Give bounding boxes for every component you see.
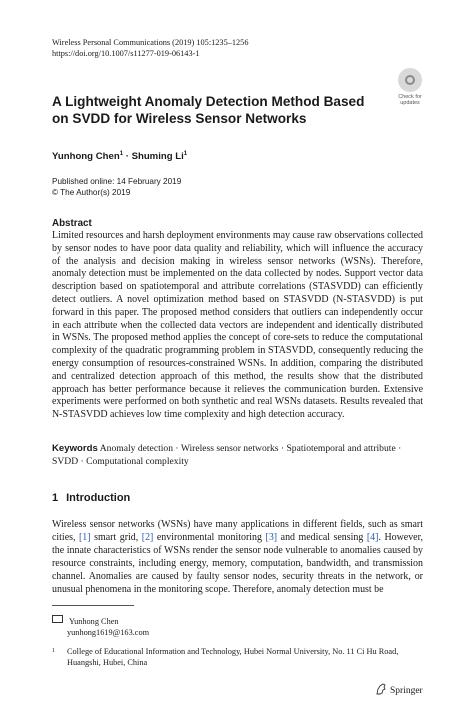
publication-info — [52, 176, 181, 198]
paper-title: A Lightweight Anomaly Detection Method Based on SVDD for Wireless Sensor Networks — [52, 94, 365, 126]
abstract-text: Limited resources and harsh deployment environments may cause raw observations collected by sensor nodes to have poor data quality and reliability, which will influence the accuracy of the analysis and decision making in wireless sensor networks (WSNs). Therefore, anomaly detection must be implemented on the data collected by nodes. Support vector data description based on spatiotemporal and attribute correlations (STASVDD) can efficiently detect outliers. A novel optimization method based on STASVDD (N-STASVDD) is put forward in this paper. The proposed method considers that outliers can independently occur in each attribute when the collected data vectors are independent and identically distributed in WSNs. The proposed method applies the concept of core-sets to reduce the computational complexity of the quadratic programming problem in STASVDD, consequently reducing the energy consumption of resources-constrained WSNs. In addition, comparing the distributed and centralized detection approach of this method, the results show that the distributed approach has better performance because it relieves the communication burden. Extensive experiments were performed on both synthetic and real WSNs datasets. Results revealed that N-STASVDD achieves low time complexity and high detection accuracy. — [52, 230, 423, 421]
abstract-heading: Abstract — [52, 218, 92, 229]
contact-name: Yunhong Chen — [69, 617, 119, 626]
journal-doi[interactable]: https://doi.org/10.1007/s11277-019-06143-1 — [52, 49, 200, 58]
contact-email[interactable]: yunhong1619@163.com — [67, 628, 150, 637]
keywords-text: Anomaly detection · Wireless sensor networks · Spatiotemporal and attribute · SVDD · Computational complexity — [52, 443, 402, 467]
section-number: 1 — [52, 492, 59, 504]
footnote-divider — [52, 605, 134, 606]
citation-link-2[interactable]: [2] — [141, 532, 154, 543]
author-2: Shuming Li — [131, 151, 184, 163]
affiliation-text: College of Educational Information and Technology, Hubei Normal University, No. 11 Ci Hu Road, Huangshi, Hubei, China — [67, 647, 399, 667]
publisher-name: Springer — [390, 686, 423, 696]
check-for-updates-badge[interactable] — [393, 68, 427, 108]
intro-text: environmental monitoring — [153, 532, 266, 543]
intro-text: Wireless sensor networks (WSNs) have many applications in different fields, such as smart cities, — [52, 519, 423, 543]
author-1: Yunhong Chen — [52, 151, 120, 163]
author-2-mark: 1 — [183, 151, 188, 157]
badge-line1: Check for — [398, 94, 422, 100]
check-for-updates-icon — [398, 68, 422, 92]
keywords-label: Keywords — [52, 443, 98, 454]
mail-icon — [52, 615, 63, 623]
authors — [52, 151, 187, 162]
section-heading — [52, 492, 130, 504]
badge-line2: updates — [400, 100, 420, 106]
citation-link-1[interactable]: [1] — [79, 532, 91, 543]
keywords — [52, 443, 423, 469]
citation-link-4[interactable]: [4] — [366, 532, 379, 543]
author-1-mark: 1 — [119, 151, 124, 157]
intro-text: smart grid, — [90, 532, 142, 543]
intro-paragraph — [52, 518, 423, 596]
intro-text: . However, the innate characteristics of WSNs render the sensor node vulnerable to anomalies caused by resource constraints, including energy, memory, computation, bandwidth, and transmission channel. Anomalies are caused by faulty sensor nodes, security threats in the network, or unusual phenomena in the monitoring scope. Therefore, anomaly detection must be — [52, 532, 423, 595]
springer-horse-icon — [375, 683, 387, 695]
citation-link-3[interactable]: [3] — [265, 532, 278, 543]
affiliation-mark: 1 — [52, 648, 55, 654]
publisher-logo — [375, 683, 423, 696]
author-separator: · — [123, 151, 132, 163]
contact-block — [52, 616, 149, 638]
journal-citation: Wireless Personal Communications (2019) 105:1235–1256 — [52, 38, 249, 47]
section-title: Introduction — [66, 492, 131, 504]
copyright: © The Author(s) 2019 — [52, 188, 131, 197]
intro-text: and medical sensing — [277, 532, 367, 543]
journal-header — [52, 37, 248, 59]
published-online: Published online: 14 February 2019 — [52, 177, 182, 186]
affiliation — [52, 646, 423, 668]
